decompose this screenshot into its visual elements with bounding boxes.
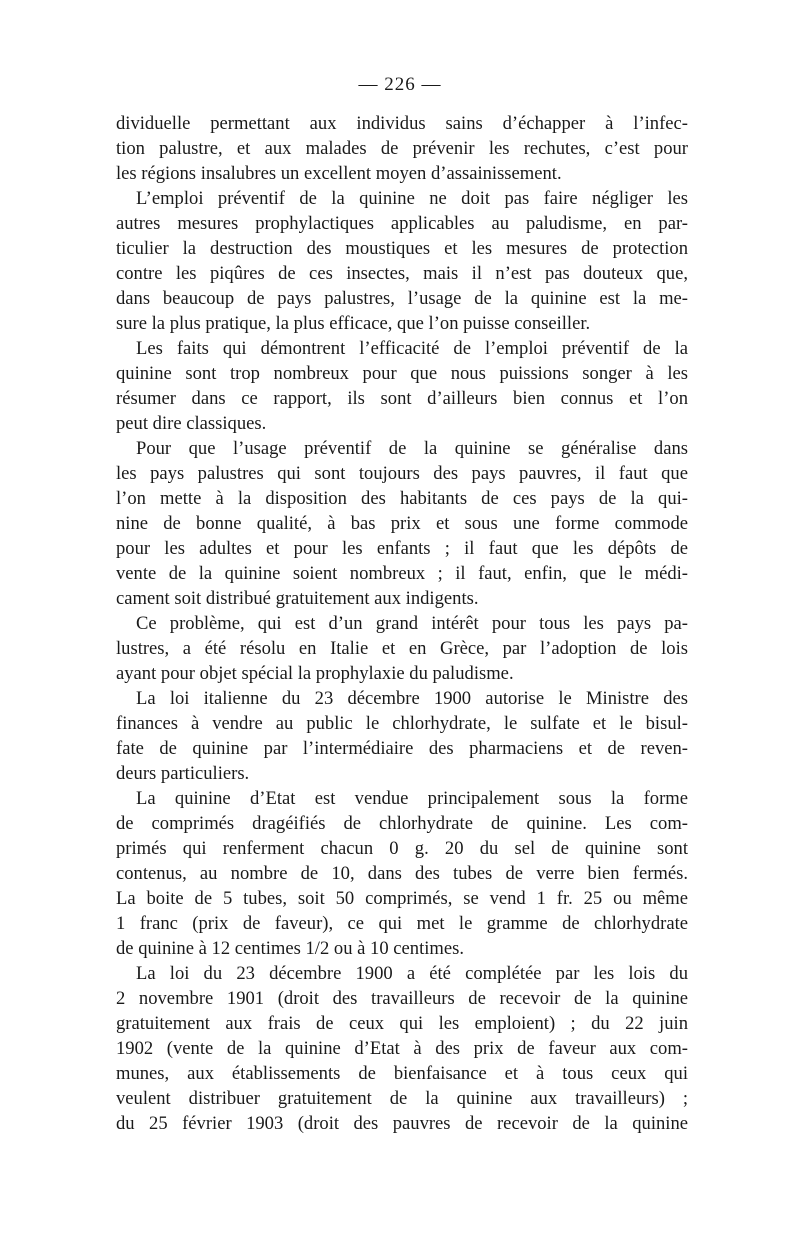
text-line: La boite de 5 tubes, soit 50 comprimés, se vend 1 fr. 25 ou même — [116, 888, 688, 909]
text-line: de comprimés dragéifiés de chlorhydrate de quinine. Les com- — [116, 813, 688, 834]
text-line: résumer dans ce rapport, ils sont d’ailleurs bien connus et l’on — [116, 388, 688, 409]
text-line: deurs particuliers. — [116, 763, 250, 784]
text-line: Ce problème, qui est d’un grand intérêt pour tous les pays pa- — [136, 613, 688, 634]
text-line: les pays palustres qui sont toujours des pays pauvres, il faut que — [116, 463, 688, 484]
text-line: dividuelle permettant aux individus sains d’échapper à l’infec- — [116, 113, 688, 134]
text-line: pour les adultes et pour les enfants ; il faut que les dépôts de — [116, 538, 688, 559]
text-line: L’emploi préventif de la quinine ne doit pas faire négliger les — [136, 188, 688, 209]
text-line: 2 novembre 1901 (droit des travailleurs de recevoir de la quinine — [116, 988, 688, 1009]
text-line: primés qui renferment chacun 0 g. 20 du sel de quinine sont — [116, 838, 688, 859]
text-line: l’on mette à la disposition des habitants de ces pays de la qui- — [116, 488, 688, 509]
text-line: 1902 (vente de la quinine d’Etat à des prix de faveur aux com- — [116, 1038, 688, 1059]
text-line: nine de bonne qualité, à bas prix et sous une forme commode — [116, 513, 688, 534]
text-line: Les faits qui démontrent l’efficacité de l’emploi préventif de la — [136, 338, 688, 359]
text-line: dans beaucoup de pays palustres, l’usage de la quinine est la me- — [116, 288, 688, 309]
text-line: quinine sont trop nombreux pour que nous puissions songer à les — [116, 363, 688, 384]
text-line: du 25 février 1903 (droit des pauvres de recevoir de la quinine — [116, 1113, 688, 1134]
text-line: lustres, a été résolu en Italie et en Grèce, par l’adoption de lois — [116, 638, 688, 659]
text-line: autres mesures prophylactiques applicables au paludisme, en par- — [116, 213, 688, 234]
text-line: peut dire classiques. — [116, 413, 267, 434]
text-line: les régions insalubres un excellent moyen d’assainissement. — [116, 163, 562, 184]
text-line: munes, aux établissements de bienfaisance et à tous ceux qui — [116, 1063, 688, 1084]
text-line: ticulier la destruction des moustiques et les mesures de protection — [116, 238, 688, 259]
text-line: veulent distribuer gratuitement de la quinine aux travailleurs) ; — [116, 1088, 688, 1109]
text-line: sure la plus pratique, la plus efficace, que l’on puisse conseiller. — [116, 313, 591, 334]
text-line: gratuitement aux frais de ceux qui les emploient) ; du 22 juin — [116, 1013, 688, 1034]
text-line: Pour que l’usage préventif de la quinine se généralise dans — [136, 438, 688, 459]
text-line: fate de quinine par l’intermédiaire des pharmaciens et de reven- — [116, 738, 688, 759]
text-line: vente de la quinine soient nombreux ; il faut, enfin, que le médi- — [116, 563, 688, 584]
text-line: de quinine à 12 centimes 1/2 ou à 10 centimes. — [116, 938, 465, 959]
page-number: — 226 — — [358, 74, 442, 95]
text-line: contenus, au nombre de 10, dans des tubes de verre bien fermés. — [116, 863, 688, 884]
text-line: La loi du 23 décembre 1900 a été complétée par les lois du — [136, 963, 688, 984]
text-line: tion palustre, et aux malades de prévenir les rechutes, c’est pour — [116, 138, 688, 159]
text-line: finances à vendre au public le chlorhydrate, le sulfate et le bisul- — [116, 713, 688, 734]
text-line: cament soit distribué gratuitement aux indigents. — [116, 588, 479, 609]
text-line: ayant pour objet spécial la prophylaxie du paludisme. — [116, 663, 514, 684]
body-text — [116, 111, 688, 1136]
text-line: La loi italienne du 23 décembre 1900 autorise le Ministre des — [136, 688, 688, 709]
text-line: 1 franc (prix de faveur), ce qui met le gramme de chlorhydrate — [116, 913, 688, 934]
text-line: contre les piqûres de ces insectes, mais il n’est pas douteux que, — [116, 263, 688, 284]
text-line: La quinine d’Etat est vendue principalement sous la forme — [136, 788, 688, 809]
